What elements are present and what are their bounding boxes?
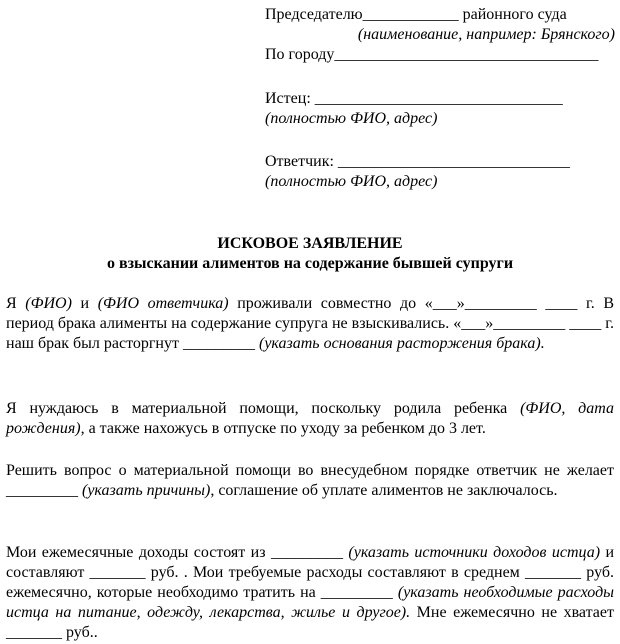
header-defendant-hint: (полностью ФИО, адрес) <box>265 173 438 190</box>
p2-text-1: Я нуждаюсь в материальной помощи, поскольку родила ребенка <box>6 400 521 417</box>
header-chairman: Председателю____________ районного суда <box>265 6 567 23</box>
p1-italic-1: (ФИО) <box>25 295 72 312</box>
p1-italic-2: (ФИО ответчика) <box>97 295 229 312</box>
p2-italic-1: (ФИО, дата рождения), <box>6 400 614 437</box>
p2-text-2: а также нахожусь в отпуске по уходу за ребенком до 3 лет. <box>84 420 486 437</box>
header-court-hint: (наименование, например: Брянского) <box>357 26 615 43</box>
p1-text-1: Я <box>6 295 26 312</box>
p3-text-2: , соглашение об уплате алиментов не заключалось. <box>210 482 558 499</box>
p4-text-3: Мне ежемесячно не хватает _______ руб.. <box>6 604 614 641</box>
p3-italic-1: (указать причины) <box>82 482 211 499</box>
paragraph-income-expenses <box>6 543 614 643</box>
document-title: ИСКОВОЕ ЗАЯВЛЕНИЕ <box>217 235 403 252</box>
p3-text-1: Решить вопрос о материальной помощи во внесудебном порядке ответчик не желает _________ <box>6 462 614 499</box>
p1-italic-3: (указать основания расторжения брака). <box>258 335 545 352</box>
p1-text-3: проживали совместно до «___»_________ ____ г. В период брака алименты на содержание супруга не взыскивались. «___»_________ ____ г. наш брак был расторгнут _________ <box>6 295 615 352</box>
header-defendant: Ответчик: _____________________________ <box>265 153 570 170</box>
header-city: По городу_________________________________ <box>265 46 599 63</box>
paragraph-need-assistance <box>6 399 614 439</box>
paragraph-cohabitation <box>6 294 614 354</box>
header-plaintiff: Истец: _______________________________ <box>265 90 563 107</box>
p4-italic-2: (указать необходимые расходы истца на питание, одежду, лекарства, жилье и другое). <box>6 584 614 621</box>
p4-text-1: Мои ежемесячные доходы состоят из _________ <box>6 544 349 561</box>
header-plaintiff-hint: (полностью ФИО, адрес) <box>265 110 438 127</box>
p1-text-2: и <box>71 295 98 312</box>
p4-italic-1: (указать источники доходов истца) <box>348 544 601 561</box>
document-subtitle: о взыскании алиментов на содержание бывшей супруги <box>106 255 514 272</box>
paragraph-no-agreement <box>6 461 614 501</box>
p4-text-2: и составляют _______ руб. . Мои требуемые расходы составляют в среднем _______ руб. ежемесячно, которые необходимо тратить на _________ <box>6 544 615 601</box>
